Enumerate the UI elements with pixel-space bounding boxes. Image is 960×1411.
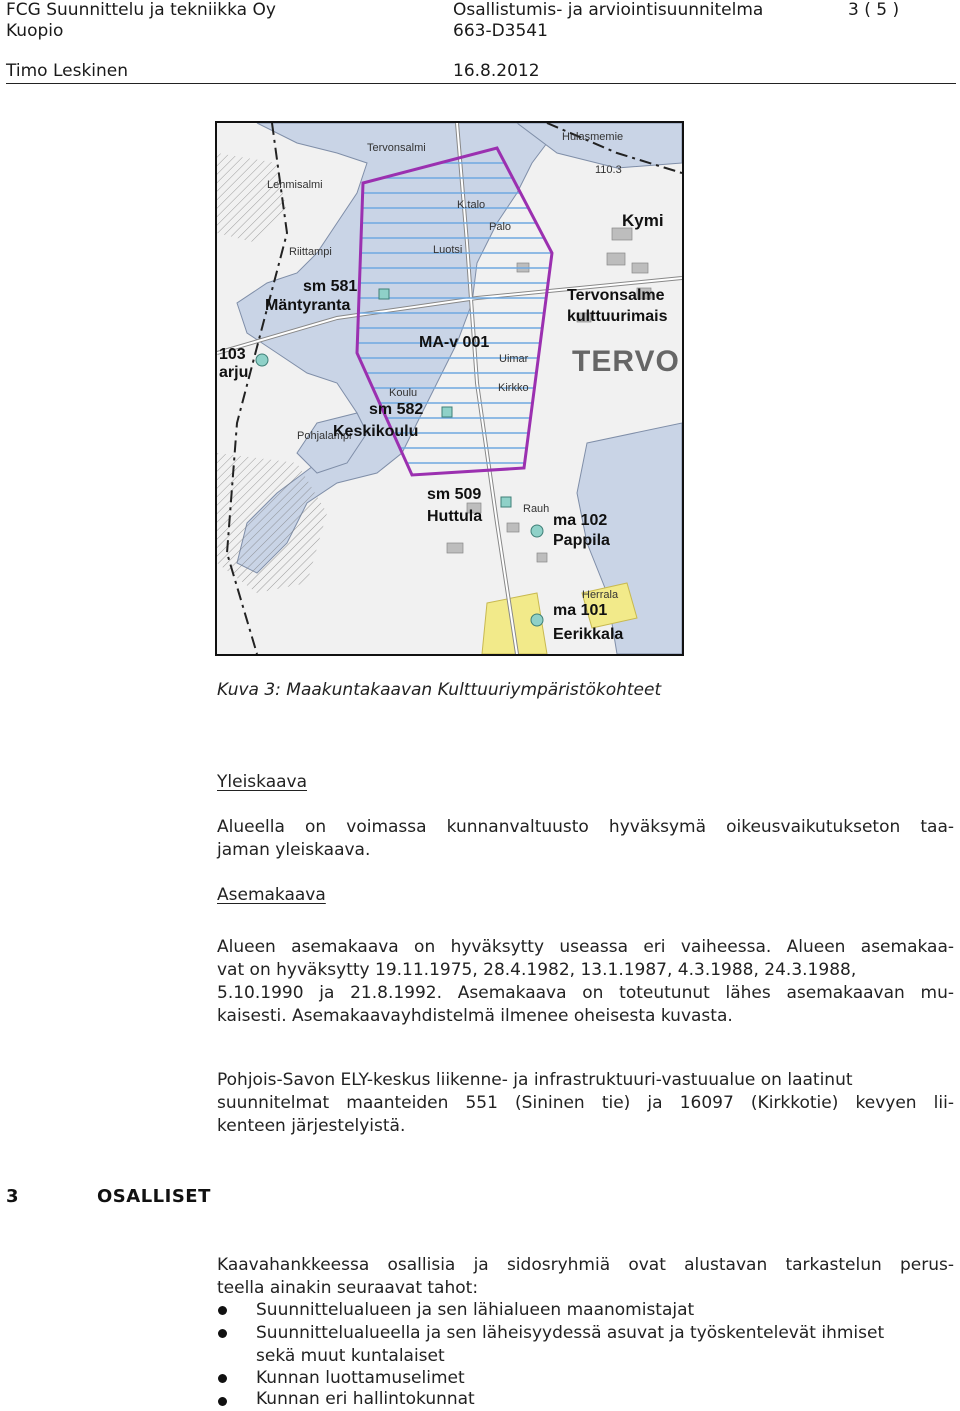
osalliset-line-2: teella ainakin seuraavat tahot: <box>217 1278 479 1298</box>
bullet-dot <box>218 1397 227 1406</box>
header-rule <box>6 83 956 84</box>
label-tervonsalmi: Tervonsalmi <box>367 142 426 154</box>
marker-sm582 <box>442 407 452 417</box>
ely-line-3: kenteen järjestelyistä. <box>217 1116 406 1136</box>
marker-ma101 <box>531 614 543 626</box>
marker-sm509 <box>501 497 511 507</box>
bullet-dot <box>218 1329 227 1338</box>
osalliset-line-1: Kaavahankkeessa osallisia ja sidosryhmiä ovat alustavan tarkastelun perus- <box>217 1255 954 1275</box>
label-tervo: TERVO <box>572 345 680 378</box>
label-sm582: sm 582 <box>369 401 424 418</box>
label-110-3: 110.3 <box>595 164 622 176</box>
section-number: 3 <box>6 1186 20 1207</box>
marker-sm581 <box>379 289 389 299</box>
ely-line-1: Pohjois-Savon ELY-keskus liikenne- ja infrastruktuuri-vastuualue on laatinut <box>217 1070 853 1090</box>
label-luotsi: Luotsi <box>433 244 463 256</box>
label-huttula: Huttula <box>427 508 483 525</box>
label-kymi: Kymi <box>622 211 664 230</box>
header-date: 16.8.2012 <box>453 61 540 81</box>
label-riittampi: Riittampi <box>289 246 332 258</box>
asemakaava-line-3: 5.10.1990 ja 21.8.1992. Asemakaava on toteutunut lähes asemakaavan mu- <box>217 983 954 1003</box>
marker-103 <box>256 354 268 366</box>
asemakaava-line-4: kaisesti. Asemakaavayhdistelmä ilmenee oheisesta kuvasta. <box>217 1006 733 1026</box>
label-mav001: MA-v 001 <box>419 334 490 351</box>
marker-ma102 <box>531 525 543 537</box>
yleiskaava-line-1: Alueella on voimassa kunnanvaltuusto hyväksymä oikeusvaikutukseton taa- <box>217 817 954 837</box>
map-svg <box>217 123 682 654</box>
header-location: Kuopio <box>6 21 64 41</box>
header-page-number: 3 ( 5 ) <box>848 0 900 20</box>
label-ktalo: K.talo <box>457 199 486 211</box>
yleiskaava-line-2: jaman yleiskaava. <box>217 840 371 860</box>
label-tervonsalme: Tervonsalme <box>567 287 665 304</box>
bullet-item-2-cont: sekä muut kuntalaiset <box>256 1346 445 1366</box>
label-ma101: ma 101 <box>553 602 608 619</box>
header-author: Timo Leskinen <box>6 61 129 81</box>
label-herrala: Herrala <box>582 589 619 601</box>
label-kirkko: Kirkko <box>498 382 529 394</box>
label-kulttuurimais: kulttuurimais <box>567 308 668 325</box>
bullet-dot <box>218 1374 227 1383</box>
label-sm509: sm 509 <box>427 486 482 503</box>
label-arju: arju <box>219 364 249 381</box>
label-koulu: Koulu <box>389 387 418 399</box>
label-palo: Palo <box>489 221 512 233</box>
header-doc-title: Osallistumis- ja arviointisuunnitelma <box>453 0 764 20</box>
label-rauh: Rauh <box>523 503 550 515</box>
label-mantyranta: Mäntyranta <box>265 297 351 314</box>
asemakaava-line-2: vat on hyväksytty 19.11.1975, 28.4.1982, 13.1.1987, 4.3.1988, 24.3.1988, <box>217 960 857 980</box>
bullet-item-2: Suunnittelualueella ja sen läheisyydessä asuvat ja työskentelevät ihmiset <box>256 1323 885 1343</box>
header-doc-id: 663-D3541 <box>453 21 548 41</box>
asemakaava-heading: Asemakaava <box>217 885 326 905</box>
ely-line-2: suunnitelmat maanteiden 551 (Sininen tie) ja 16097 (Kirkkotie) kevyen lii- <box>217 1093 954 1113</box>
label-103: 103 <box>219 346 246 363</box>
label-eerikkala: Eerikkala <box>553 626 624 643</box>
figure-caption: Kuva 3: Maakuntakaavan Kulttuuriympäristökohteet <box>217 680 662 700</box>
bullet-dot <box>218 1306 227 1315</box>
bullet-item-4: Kunnan eri hallintokunnat <box>256 1389 475 1409</box>
label-sm581: sm 581 <box>303 278 358 295</box>
label-pohjalampi: Pohjalampi <box>297 430 352 442</box>
bullet-item-1: Suunnittelualueen ja sen lähialueen maanomistajat <box>256 1300 695 1320</box>
bullet-item-3: Kunnan luottamuselimet <box>256 1368 465 1388</box>
asemakaava-line-1: Alueen asemakaava on hyväksytty useassa eri vaiheessa. Alueen asemakaa- <box>217 937 954 957</box>
label-keskikoulu: Keskikoulu <box>333 423 419 440</box>
label-hulasmemie: Hulasmemie <box>562 131 624 143</box>
map-figure <box>215 121 684 656</box>
label-pappila: Pappila <box>553 532 610 549</box>
header-company: FCG Suunnittelu ja tekniikka Oy <box>6 0 276 20</box>
yleiskaava-heading: Yleiskaava <box>217 772 308 792</box>
section-title: OSALLISET <box>97 1186 211 1207</box>
label-ma102: ma 102 <box>553 512 608 529</box>
label-lehmisalmi: Lehmisalmi <box>267 179 323 191</box>
label-uimar: Uimar <box>499 353 529 365</box>
